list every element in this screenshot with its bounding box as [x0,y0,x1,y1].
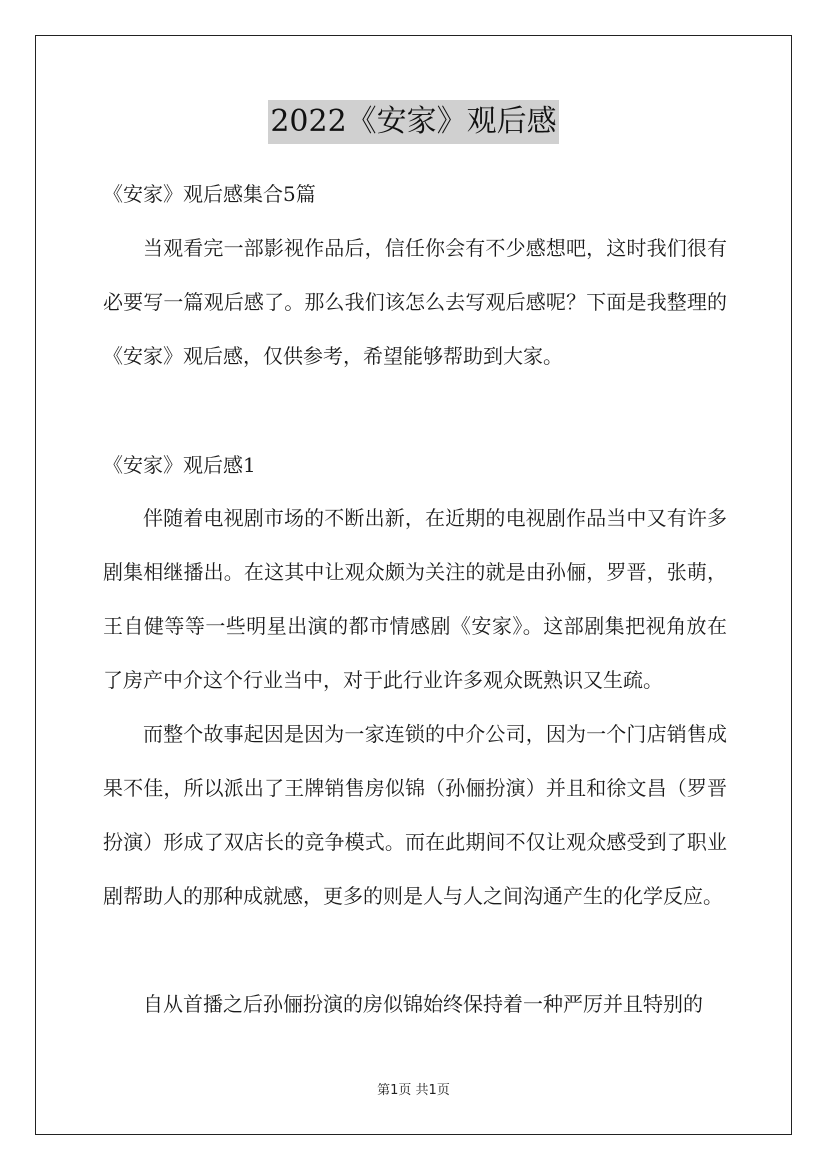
body-paragraph-3: 自从首播之后孙俪扮演的房似锦始终保持着一种严厉并且特别的 [143,992,703,1016]
page-footer: 第1页 共1页 [377,1083,450,1098]
section-heading: 《安家》观后感1 [103,453,256,477]
subtitle: 《安家》观后感集合5篇 [103,182,316,206]
body-paragraph-2: 而整个故事起因是因为一家连锁的中介公司，因为一个门店销售成果不佳，所以派出了王牌销售房似锦（孙俪扮演）并且和徐文昌（罗晋扮演）形成了双店长的竞争模式。而在此期间不仅让观众感受到了职业剧帮助人的那种成就感，更多的则是人与人之间沟通产生的化学反应。 [103,722,727,908]
body-paragraph-1: 伴随着电视剧市场的不断出新，在近期的电视剧作品当中又有许多剧集相继播出。在这其中让观众颇为关注的就是由孙俪，罗晋，张萌，王自健等等一些明星出演的都市情感剧《安家》。这部剧集把视角放在了房产中介这个行业当中，对于此行业许多观众既熟识又生疏。 [103,506,727,692]
title-block [0,100,827,144]
document-title: 2022《安家》观后感 [268,100,558,144]
intro-paragraph: 当观看完一部影视作品后，信任你会有不少感想吧，这时我们很有必要写一篇观后感了。那么我们该怎么去写观后感呢？下面是我整理的《安家》观后感，仅供参考，希望能够帮助到大家。 [103,236,727,368]
